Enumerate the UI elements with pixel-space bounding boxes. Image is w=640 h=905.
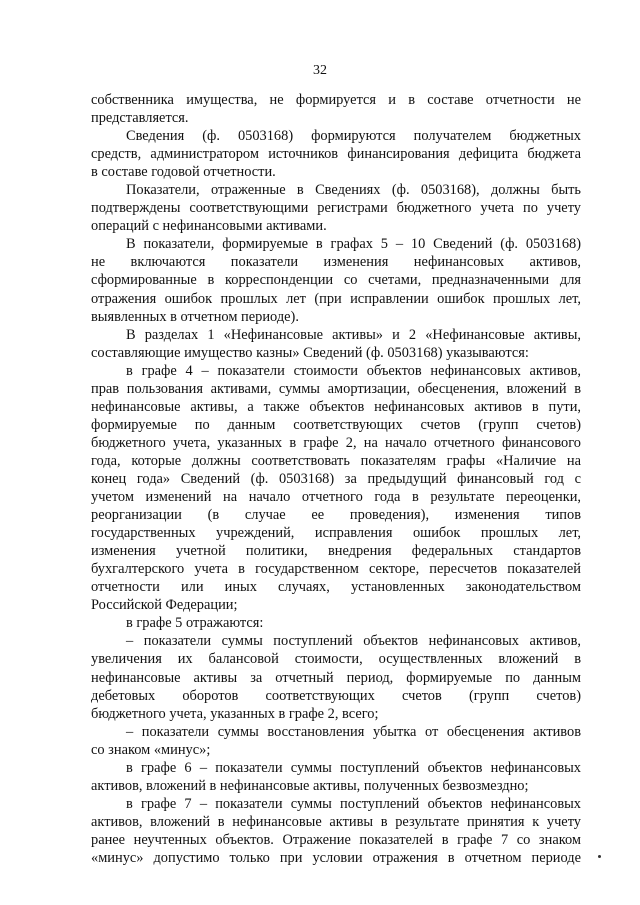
text-line: – показатели суммы поступлений объектов нефинансовых активов, bbox=[126, 633, 581, 650]
scan-speck bbox=[598, 855, 601, 858]
text-line: ранее неучтенных объектов. Отражение показателей в графе 7 со знаком bbox=[91, 831, 581, 848]
text-line: В показатели, формируемые в графах 5 – 10 Сведений (ф. 0503168) bbox=[126, 236, 581, 253]
text-line: подтверждены соответствующими регистрами бюджетного учета по учету bbox=[91, 200, 581, 217]
text-line: представляется. bbox=[91, 110, 189, 127]
text-line: в графе 7 – показатели суммы поступлений объектов нефинансовых bbox=[126, 795, 581, 812]
text-line: бюджетного учета, указанных в графе 2, на начало отчетного финансового bbox=[91, 434, 581, 451]
text-line: увеличения их балансовой стоимости, осуществленных вложений в bbox=[91, 651, 581, 668]
text-line: нефинансовые активы, а также объектов нефинансовых активов в пути, bbox=[91, 398, 581, 415]
text-line: конец года» Сведений (ф. 0503168) за предыдущий финансовый год с bbox=[91, 470, 581, 487]
text-line: выявленных в отчетном периоде). bbox=[91, 308, 299, 325]
text-line: отчетности или иных случаях, установленных законодательством bbox=[91, 579, 581, 596]
text-line: прав пользования активами, суммы амортизации, обесценения, вложений в bbox=[91, 380, 581, 397]
page-number: 32 bbox=[313, 63, 327, 78]
text-line: бухгалтерского учета в государственном секторе, пересчетов показателей bbox=[91, 561, 581, 578]
text-line: В разделах 1 «Нефинансовые активы» и 2 «Нефинансовые активы, bbox=[126, 326, 581, 343]
text-line: активов, вложений в нефинансовые активы, полученных безвозмездно; bbox=[91, 777, 529, 794]
text-line: со знаком «минус»; bbox=[91, 741, 211, 758]
text-line: изменения учетной политики, внедрения федеральных стандартов bbox=[91, 543, 581, 560]
text-line: операций с нефинансовыми активами. bbox=[91, 218, 327, 235]
text-line: в составе годовой отчетности. bbox=[91, 164, 276, 181]
text-line: Сведения (ф. 0503168) формируются получателем бюджетных bbox=[126, 128, 581, 145]
text-line: года, которые должны соответствовать показателям графы «Наличие на bbox=[91, 452, 581, 469]
text-line: Показатели, отраженные в Сведениях (ф. 0503168), должны быть bbox=[126, 182, 581, 199]
text-line: реорганизации (в случае ее проведения), изменения типов bbox=[91, 507, 581, 524]
text-line: активов, вложений в нефинансовые активы в результате принятия к учету bbox=[91, 813, 581, 830]
text-line: нефинансовые активы за отчетный период, формируемые по данным bbox=[91, 669, 581, 686]
text-line: составляющие имущество казны» Сведений (ф. 0503168) указываются: bbox=[91, 344, 529, 361]
text-line: в графе 5 отражаются: bbox=[126, 615, 264, 632]
text-line: собственника имущества, не формируется и в составе отчетности не bbox=[91, 92, 581, 108]
text-line: «минус» допустимо только при условии отражения в отчетном периоде bbox=[91, 849, 581, 866]
text-line: в графе 4 – показатели стоимости объектов нефинансовых активов, bbox=[126, 362, 581, 379]
text-line: средств, администратором источников финансирования дефицита бюджета bbox=[91, 146, 581, 163]
text-line: – показатели суммы восстановления убытка от обесценения активов bbox=[126, 723, 581, 740]
text-line: Российской Федерации; bbox=[91, 597, 238, 614]
text-line: государственных учреждений, исправления ошибок прошлых лет, bbox=[91, 525, 581, 542]
text-line: дебетовых оборотов соответствующих счетов (групп счетов) bbox=[91, 687, 581, 704]
text-line: не включаются показатели изменения нефинансовых активов, bbox=[91, 254, 581, 271]
text-line: учетом изменений на начало отчетного года в результате переоценки, bbox=[91, 489, 581, 506]
text-line: отражения ошибок прошлых лет (при исправлении ошибок прошлых лет, bbox=[91, 290, 581, 307]
text-line: сформированные в корреспонденции со счетами, предназначенными для bbox=[91, 272, 581, 289]
text-line: бюджетного учета, указанных в графе 2, всего; bbox=[91, 705, 379, 722]
text-line: в графе 6 – показатели суммы поступлений объектов нефинансовых bbox=[126, 759, 581, 776]
document-body bbox=[91, 91, 581, 867]
text-line: формируемые по данным соответствующих счетов (групп счетов) bbox=[91, 416, 581, 433]
